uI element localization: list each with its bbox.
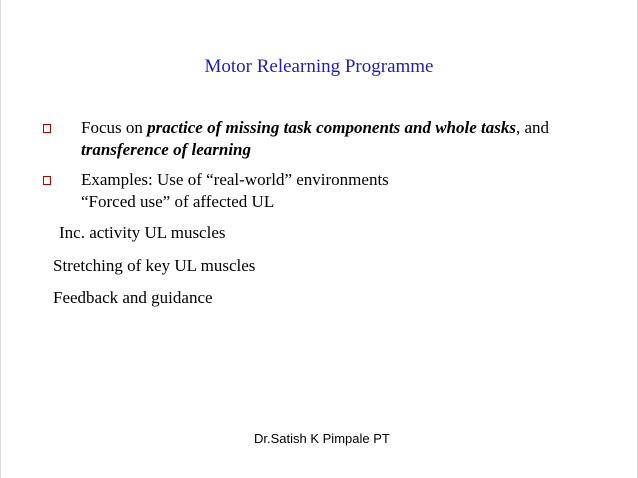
text-line-feedback: Feedback and guidance bbox=[53, 288, 213, 307]
text-line-stretching: Stretching of key UL muscles bbox=[53, 256, 256, 275]
bullet-text-focus bbox=[81, 117, 549, 161]
bullet-text-examples bbox=[81, 169, 389, 213]
bullet-item-examples bbox=[43, 169, 603, 213]
square-bullet-icon bbox=[43, 176, 51, 185]
slide-footer-author: Dr.Satish K Pimpale PT bbox=[254, 431, 390, 446]
slide-title: Motor Relearning Programme bbox=[204, 56, 434, 77]
square-bullet-icon bbox=[43, 124, 51, 133]
bullet-examples-line-2: “Forced use” of affected UL bbox=[81, 192, 275, 211]
bullet-examples-line-1: Examples: Use of “real-world” environments bbox=[81, 170, 389, 189]
bullet-focus-prefix: Focus on bbox=[81, 118, 148, 137]
bullet-focus-line-2: transference of learning bbox=[81, 140, 251, 159]
bullet-focus-suffix: , and bbox=[515, 118, 550, 137]
bullet-focus-line-1 bbox=[81, 117, 549, 139]
text-line-inc-activity: Inc. activity UL muscles bbox=[59, 223, 226, 242]
bullet-item-focus bbox=[43, 117, 603, 161]
bullet-focus-emphasis: practice of missing task components and whole tasks bbox=[147, 118, 516, 137]
